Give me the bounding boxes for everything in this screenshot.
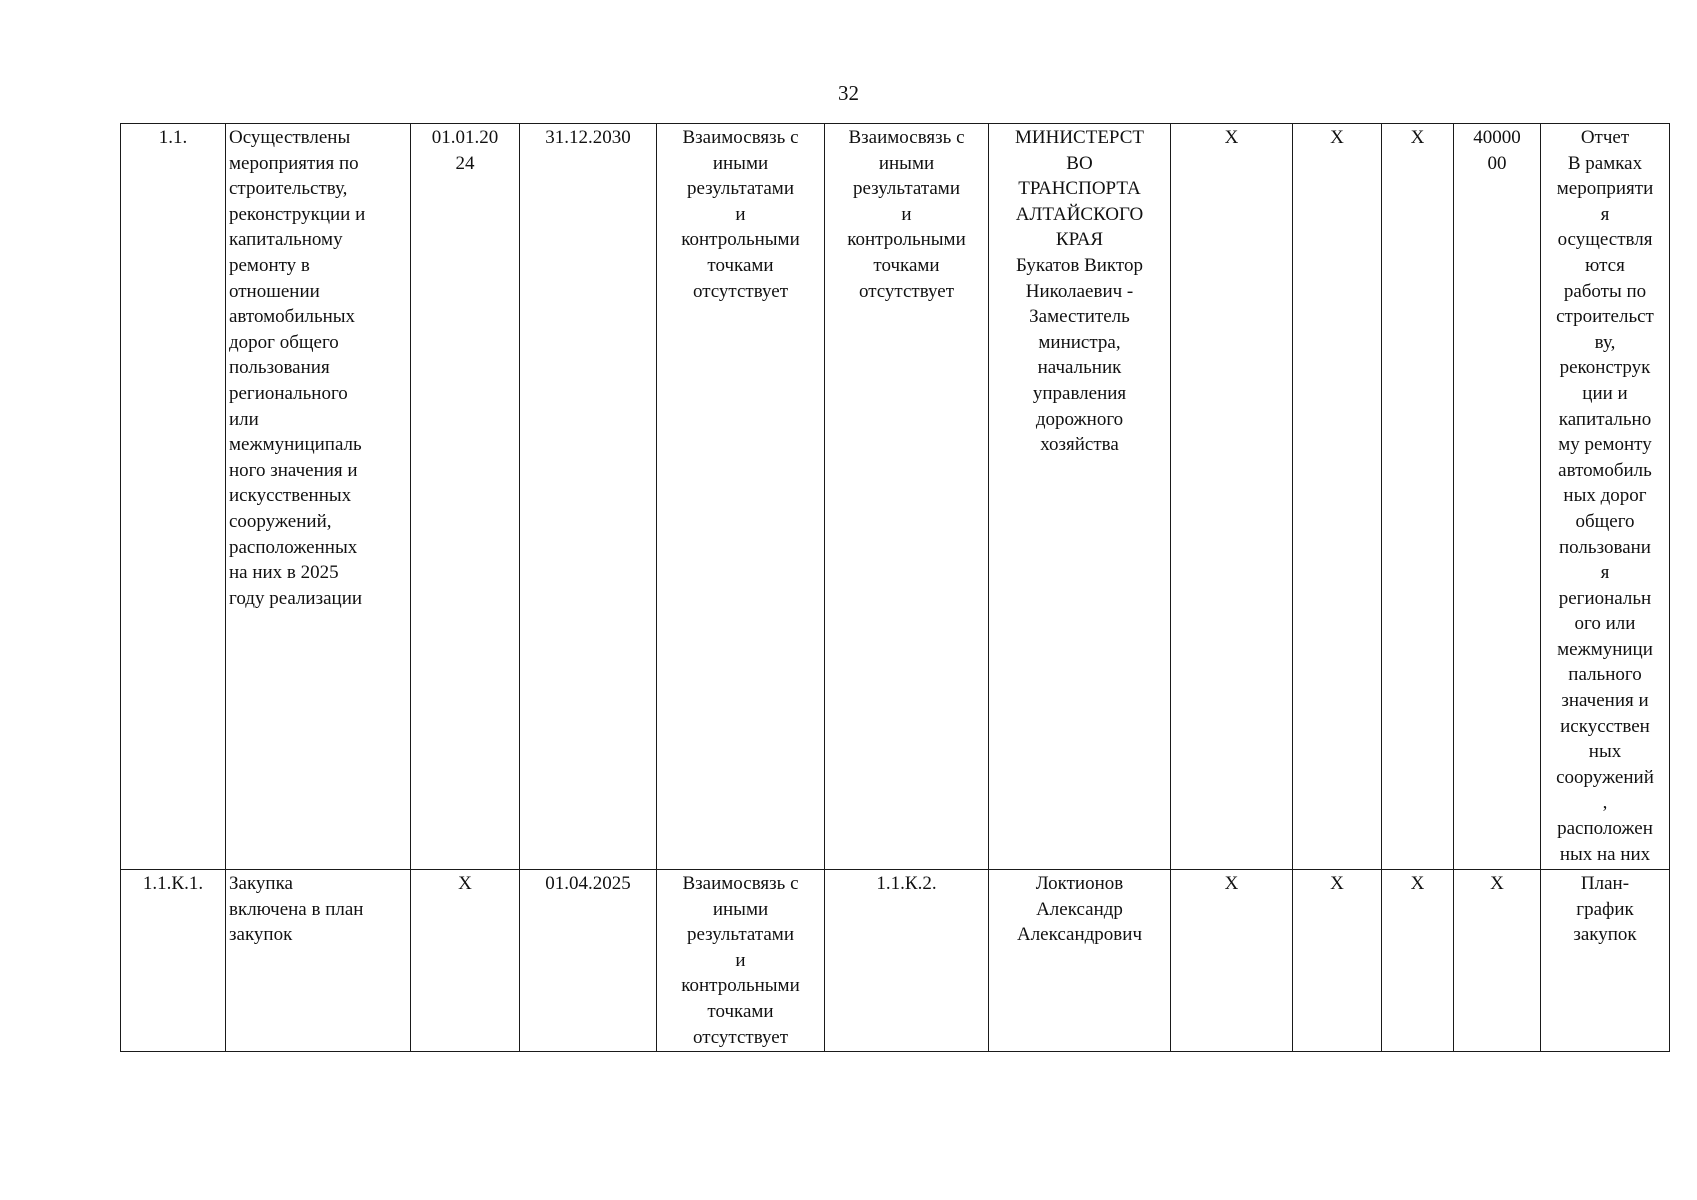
predecessor-cell: Взаимосвязь с иными результатами и контрольными точками отсутствует	[681, 127, 800, 302]
result-name-cell: Закупка включена в план закупок	[229, 873, 364, 946]
document-cell: План- график закупок	[1573, 873, 1637, 946]
col11-cell: Х	[1490, 873, 1504, 894]
col8-cell: Х	[1224, 873, 1239, 894]
start-date-cell: 01.01.20 24	[431, 127, 499, 174]
result-name-cell: Осуществлены мероприятия по строительству, реконструкции и капитальному ремонту в отношении автомобильных дорог общего пользования регионального или межмуниципаль ного значения и искусственных сооружений, расположенных на них в 2025 году реализации	[229, 127, 366, 609]
table-row	[121, 870, 1670, 1052]
row-number-cell: 1.1.	[158, 127, 188, 148]
col10-cell: Х	[1410, 127, 1425, 148]
col8-cell: Х	[1224, 127, 1239, 148]
col11-cell: 40000 00	[1473, 127, 1521, 174]
document-cell: Отчет В рамках мероприяти я осуществля ются работы по строительст ву, реконструк ции и капитально му ремонту автомобиль ных дорог общего пользовани я региональн ого или межмуници пального значения и искусствен ных сооружений , расположен ных на них	[1556, 127, 1654, 865]
predecessor-cell: Взаимосвязь с иными результатами и контрольными точками отсутствует	[681, 873, 800, 1048]
successor-cell: Взаимосвязь с иными результатами и контрольными точками отсутствует	[847, 127, 966, 302]
start-date-cell: Х	[458, 873, 472, 894]
col10-cell: Х	[1410, 873, 1425, 894]
end-date-cell: 01.04.2025	[545, 873, 631, 894]
table-row	[121, 124, 1670, 870]
col9-cell: Х	[1330, 127, 1344, 148]
responsible-cell: МИНИСТЕРСТ ВО ТРАНСПОРТА АЛТАЙСКОГО КРАЯ Букатов Виктор Николаевич - Заместитель министра, начальник управления дорожного хозяйства	[1014, 127, 1145, 456]
successor-cell: 1.1.К.2.	[876, 873, 937, 894]
col9-cell: Х	[1330, 873, 1344, 894]
plan-table	[120, 123, 1670, 1052]
row-number-cell: 1.1.К.1.	[142, 873, 204, 894]
page-number: 32	[838, 81, 859, 105]
end-date-cell: 31.12.2030	[545, 127, 631, 148]
responsible-cell: Локтионов Александр Александрович	[1016, 873, 1143, 946]
